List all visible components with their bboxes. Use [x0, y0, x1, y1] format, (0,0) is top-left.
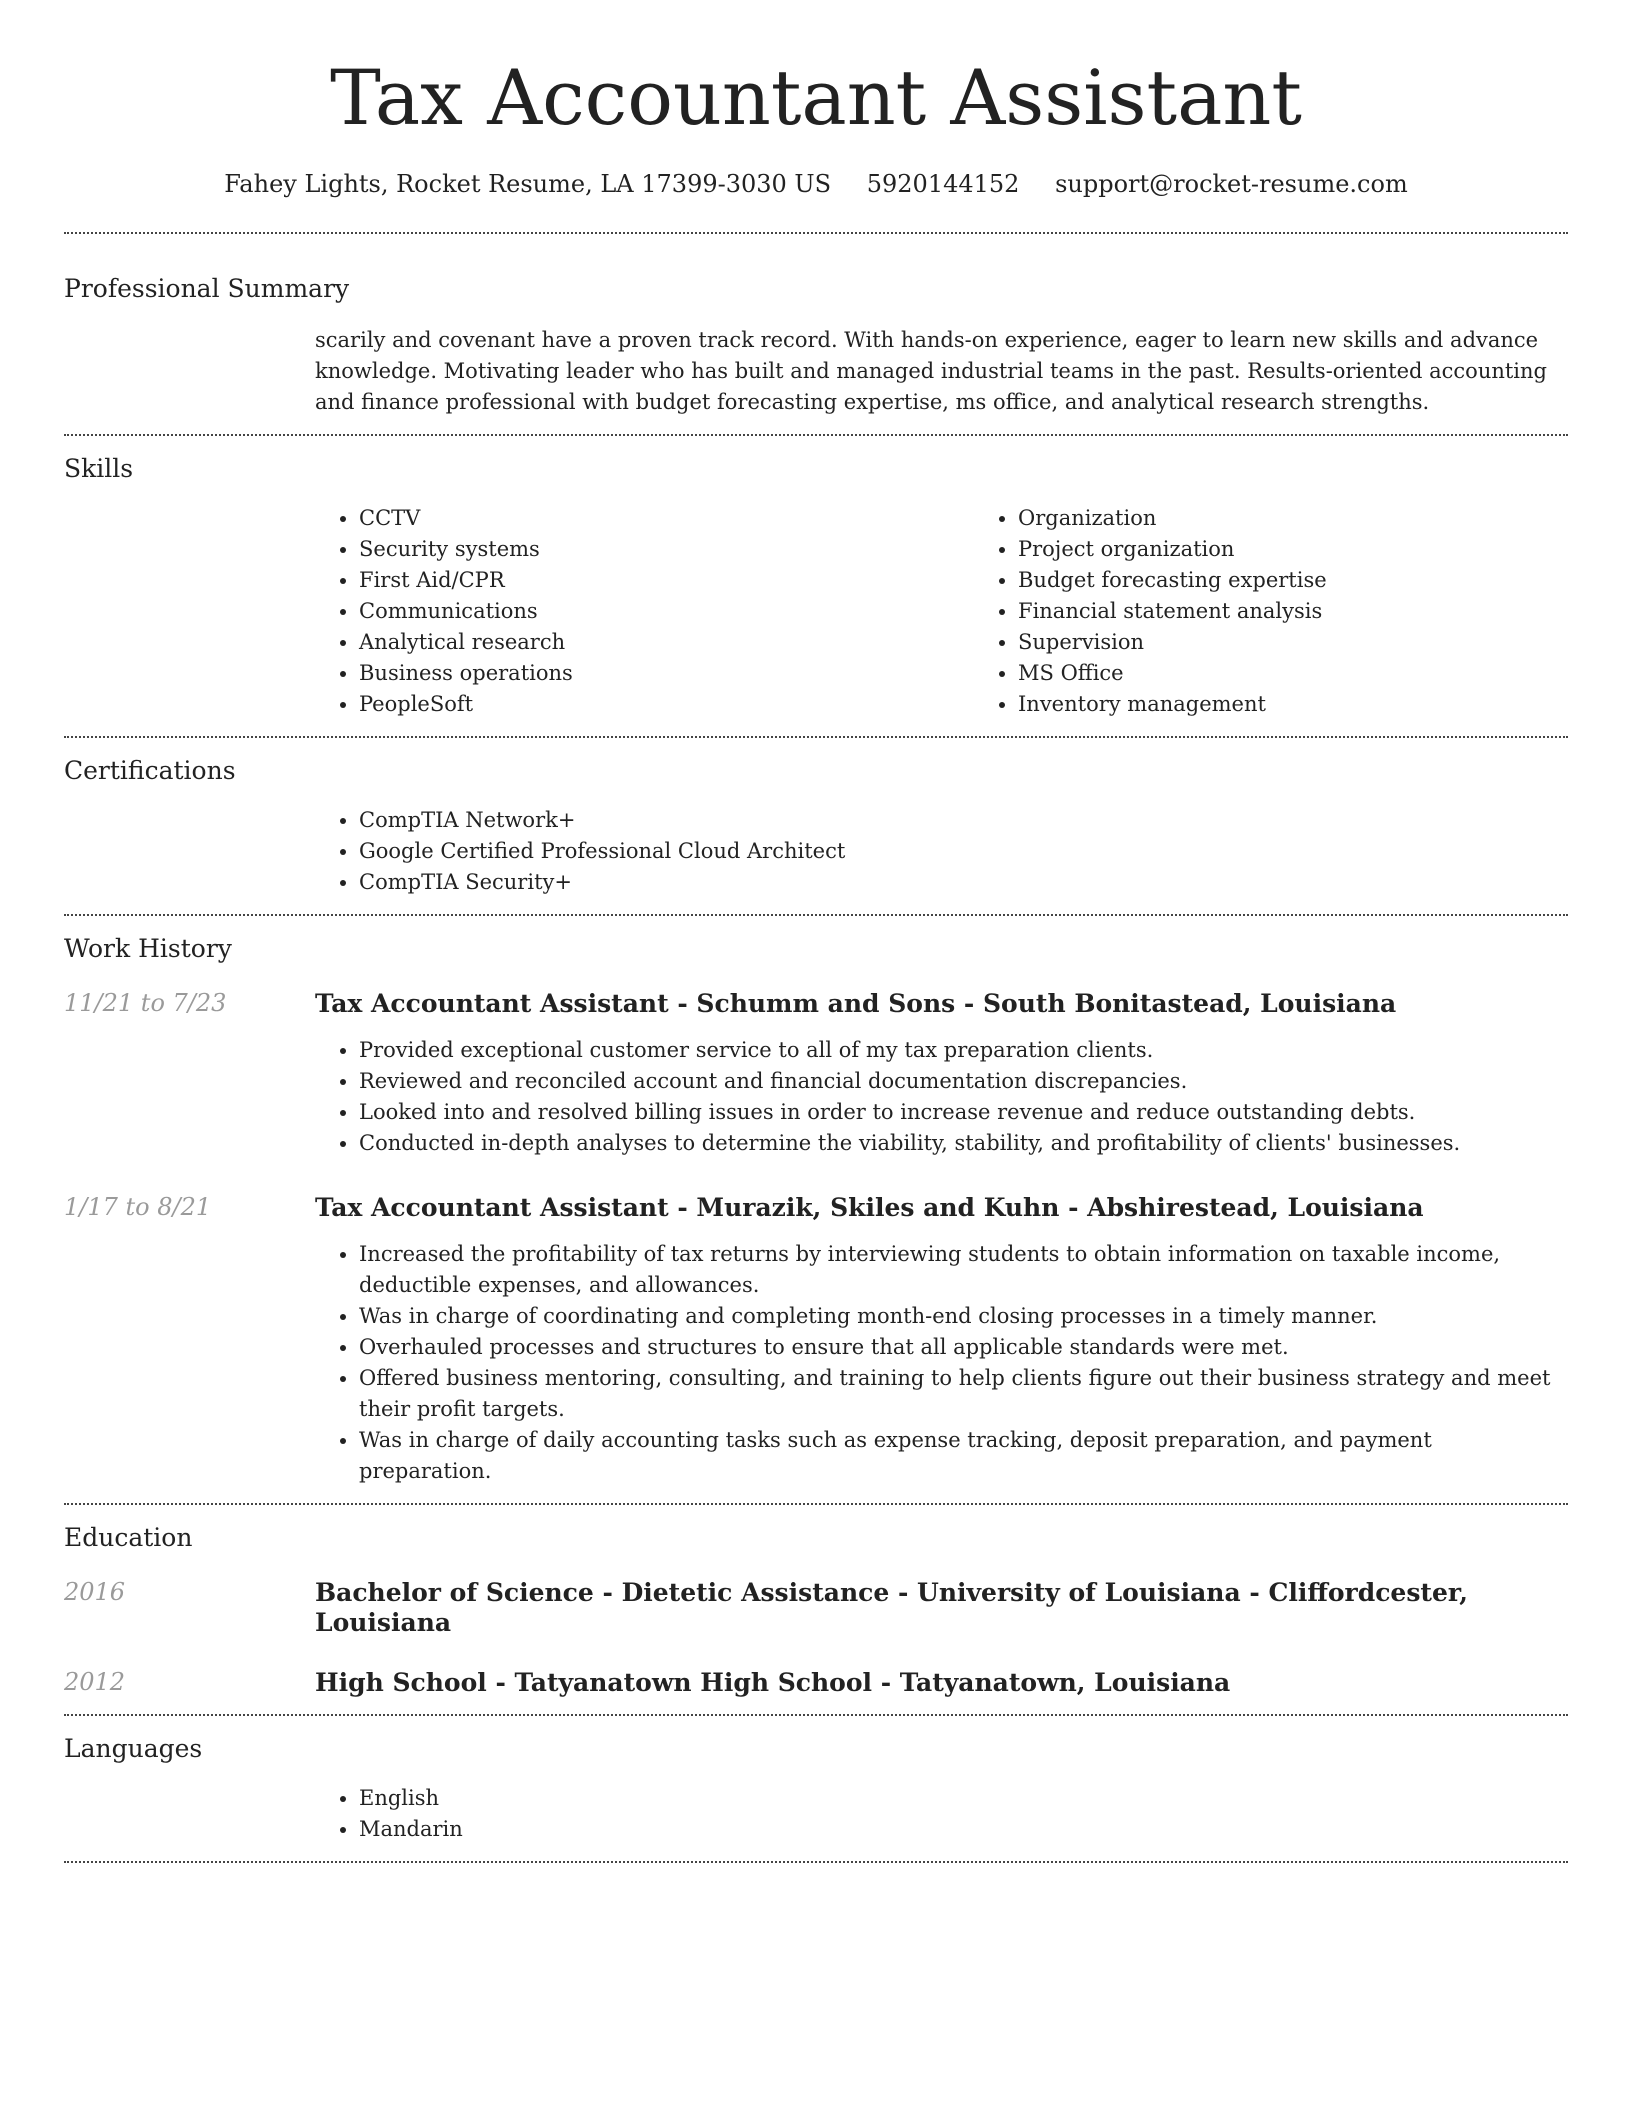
- job-bullet: • Looked into and resolved billing issues in order to increase revenue and reduce outstanding debts.: [359, 1097, 1568, 1128]
- education-body: [315, 1668, 1568, 1698]
- education-text: Bachelor of Science - Dietetic Assistance - University of Louisiana - Cliffordcester, Louisiana: [315, 1578, 1468, 1637]
- skill-item: • CCTV: [359, 503, 974, 534]
- work-section: [64, 916, 1568, 1503]
- skills-row: [64, 503, 1568, 720]
- contact-address: Fahey Lights, Rocket Resume, LA 17399-3030 US: [224, 170, 832, 198]
- section-title-education: Education: [64, 1523, 193, 1552]
- job-row: [64, 1193, 1568, 1487]
- certifications-row: [64, 805, 1568, 898]
- summary-section: [64, 234, 1568, 434]
- skill-item: • Analytical research: [359, 627, 974, 658]
- education-year: 2012: [64, 1668, 126, 1696]
- skill-item: • PeopleSoft: [359, 689, 974, 720]
- certifications-list: [315, 805, 1568, 898]
- job-row: [64, 989, 1568, 1159]
- skill-item: • Project organization: [1018, 534, 1632, 565]
- job-bullet: • Provided exceptional customer service to all of my tax preparation clients.: [359, 1035, 1568, 1066]
- section-title-summary: Professional Summary: [64, 274, 350, 303]
- certification-item: • CompTIA Security+: [359, 867, 1568, 898]
- job-body: [315, 989, 1568, 1159]
- summary-body: [315, 325, 1568, 418]
- job-bullet: • Was in charge of daily accounting tasks such as expense tracking, deposit preparation, and payment preparation.: [359, 1425, 1568, 1487]
- job-bullet: • Reviewed and reconciled account and financial documentation discrepancies.: [359, 1066, 1568, 1097]
- summary-text: scarily and covenant have a proven track record. With hands-on experience, eager to learn new skills and advance knowledge. Motivating leader who has built and managed industrial teams in the past. Results-oriented accounting and finance professional with budget forecasting expertise, ms office, and analytical research strengths.: [315, 328, 1547, 414]
- job-bullet: • Overhauled processes and structures to ensure that all applicable standards were met.: [359, 1332, 1568, 1363]
- contact-phone: 5920144152: [866, 170, 1020, 198]
- contact-line: [64, 170, 1568, 198]
- skill-item: • Supervision: [1018, 627, 1632, 658]
- education-body: [315, 1578, 1568, 1638]
- certifications-section: [64, 738, 1568, 914]
- skill-item: • Financial statement analysis: [1018, 596, 1632, 627]
- languages-body: [315, 1783, 1568, 1845]
- certification-item: • CompTIA Network+: [359, 805, 1568, 836]
- job-title: Tax Accountant Assistant - Murazik, Skiles and Kuhn - Abshirestead, Louisiana: [315, 1193, 1424, 1222]
- job-title: Tax Accountant Assistant - Schumm and Sons - South Bonitastead, Louisiana: [315, 989, 1397, 1018]
- language-item: • English: [359, 1783, 1568, 1814]
- languages-row: [64, 1783, 1568, 1845]
- resume-name: Tax Accountant Assistant: [330, 53, 1302, 142]
- languages-list: [315, 1783, 1568, 1845]
- job-entry: [64, 1193, 1568, 1487]
- job-body: [315, 1193, 1568, 1487]
- education-section: [64, 1505, 1568, 1714]
- skills-spacer: [64, 503, 315, 720]
- divider: [64, 1861, 1568, 1863]
- skill-item: • Communications: [359, 596, 974, 627]
- job-bullets: [315, 1239, 1568, 1487]
- summary-spacer: [64, 325, 315, 418]
- skill-item: • Business operations: [359, 658, 974, 689]
- contact-email: support@rocket-resume.com: [1055, 170, 1408, 198]
- languages-spacer: [64, 1783, 315, 1845]
- education-entry: [64, 1668, 1568, 1698]
- section-title-skills: Skills: [64, 454, 134, 483]
- certifications-spacer: [64, 805, 315, 898]
- job-dates: 1/17 to 8/21: [64, 1193, 212, 1221]
- skill-item: • Security systems: [359, 534, 974, 565]
- job-bullet: • Increased the profitability of tax returns by interviewing students to obtain information on taxable income, deductible expenses, and allowances.: [359, 1239, 1568, 1301]
- skill-item: • Budget forecasting expertise: [1018, 565, 1632, 596]
- language-item: • Mandarin: [359, 1814, 1568, 1845]
- section-title-languages: Languages: [64, 1734, 203, 1763]
- job-dates: 11/21 to 7/23: [64, 989, 227, 1017]
- education-text: High School - Tatyanatown High School - Tatyanatown, Louisiana: [315, 1668, 1231, 1697]
- certifications-body: [315, 805, 1568, 898]
- job-bullet: • Offered business mentoring, consulting, and training to help clients figure out their business strategy and meet their profit targets.: [359, 1363, 1568, 1425]
- skill-item: • Inventory management: [1018, 689, 1632, 720]
- education-entry: [64, 1578, 1568, 1638]
- job-bullets: [315, 1035, 1568, 1159]
- job-bullet: • Conducted in-depth analyses to determine the viability, stability, and profitability of clients' businesses.: [359, 1128, 1568, 1159]
- education-year: 2016: [64, 1578, 126, 1606]
- job-entry: [64, 989, 1568, 1159]
- skills-list-left: [315, 503, 974, 720]
- skill-item: • MS Office: [1018, 658, 1632, 689]
- certification-item: • Google Certified Professional Cloud Architect: [359, 836, 1568, 867]
- skill-item: • Organization: [1018, 503, 1632, 534]
- skills-section: [64, 436, 1568, 736]
- section-title-work: Work History: [64, 934, 232, 963]
- skills-grid: [315, 503, 1632, 720]
- job-bullet: • Was in charge of coordinating and completing month-end closing processes in a timely manner.: [359, 1301, 1568, 1332]
- section-title-certifications: Certifications: [64, 756, 236, 785]
- summary-row: [64, 325, 1568, 418]
- skill-item: • First Aid/CPR: [359, 565, 974, 596]
- languages-section: [64, 1716, 1568, 1861]
- skills-list-right: [974, 503, 1632, 720]
